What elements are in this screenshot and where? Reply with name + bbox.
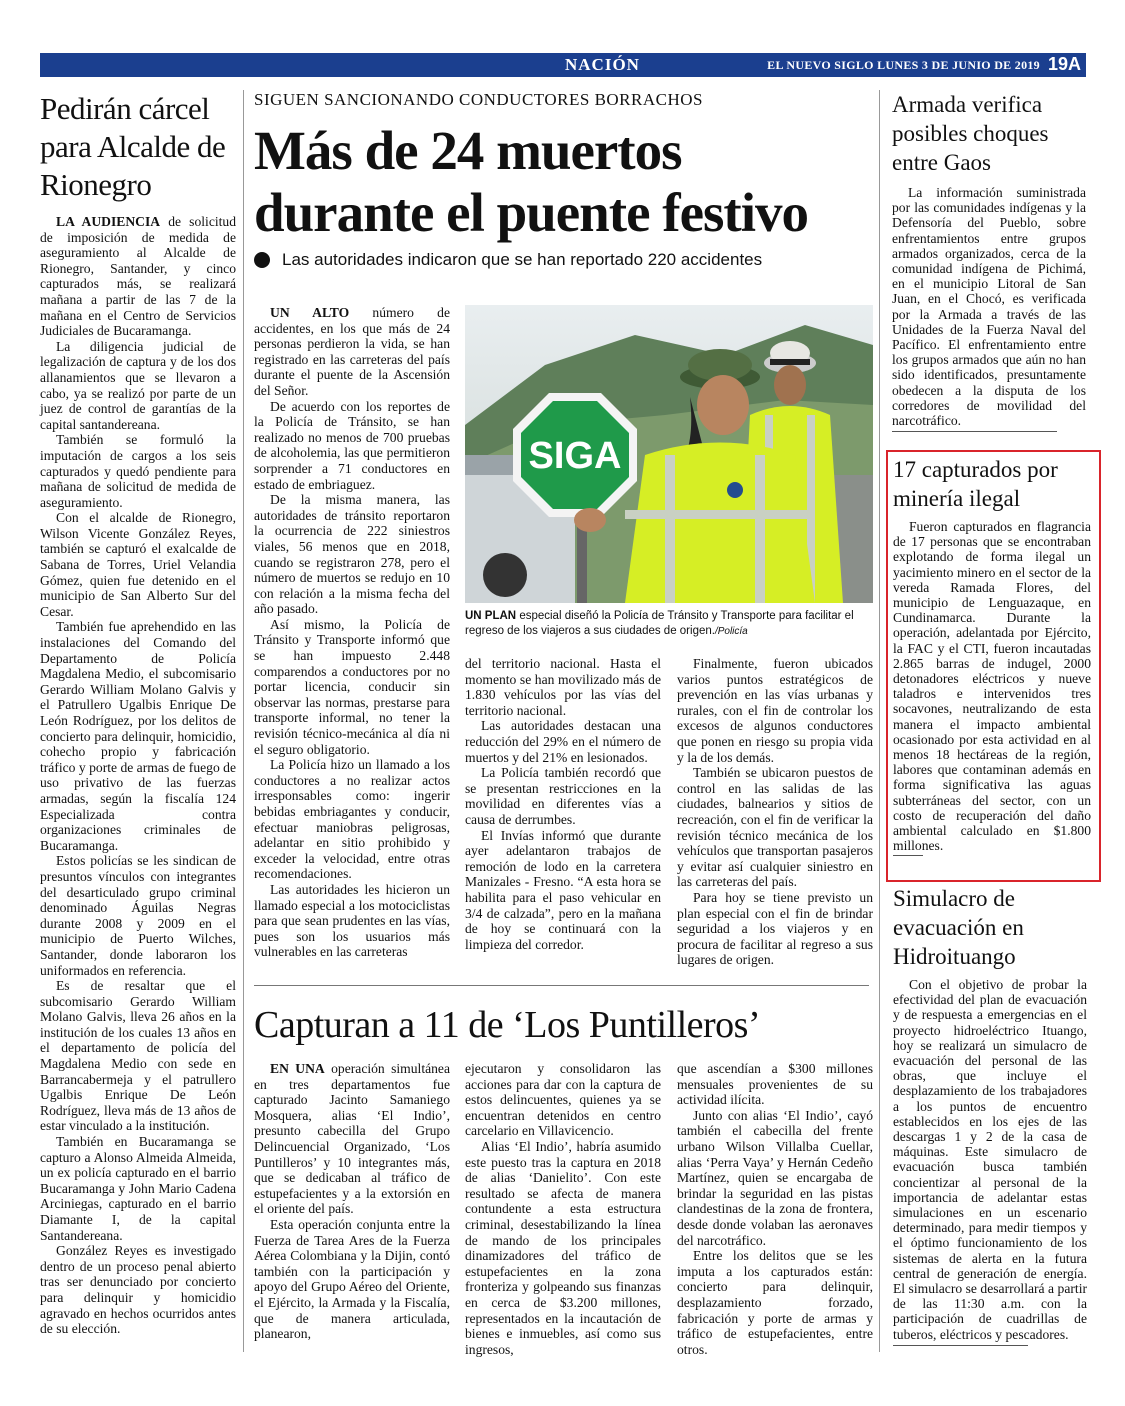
paragraph: También se ubicaron puestos de control en las salidas de las ciudades, balnearios y sitios de recreación, con el fin de verificar la revisión técnico mecánica de los vehículos que transportan pasajeros y evitar así cualquier siniestro en las carreteras del país.	[677, 765, 873, 890]
paragraph: Con el objetivo de probar la efectividad del plan de evacuación y de respuesta a emergencias en el proyecto hidroeléctrico Ituango, hoy se realizará un simulacro de evacuación del personal de las obras, que incluye el desplazamiento de los trabajadores a los puntos de encuentro establecidos en los ejes de las descargas 1 y 2 de la casa de máquinas. Este simulacro de evacuación busca también concientizar al personal de la importancia de adelantar estas simulaciones en un escenario determinado, para medir tiempos y el óptimo funcionamiento de los sistemas de alerta en la futura central de generación de energía. El simulacro se desarrollará a partir de las 11:30 a.m. con la participación de cuadrillas de tuberos, eléctricos y pescadores.	[893, 977, 1087, 1342]
main-story-subtitle-row	[254, 250, 869, 270]
paragraph: De la misma manera, las autoridades de tránsito reportaron la ocurrencia de 222 siniestros viales, 56 menos que en 2018, cuando se registraron 278, pero el número de muertos se redujo en 10 con relación a la misma fecha del año pasado.	[254, 492, 450, 617]
paragraph: ejecutaron y consolidaron las acciones para dar con la captura de estos delincuentes, quienes ya se encuentran detenidos en centro carcelario en Villavicencio.	[465, 1061, 661, 1139]
main-story-kicker: SIGUEN SANCIONANDO CONDUCTORES BORRACHOS	[254, 90, 703, 109]
paragraph: Junto con alias ‘El Indio’, cayó también el cabecilla del frente urbano Wilson Villalba Cuellar, alias ‘Perra Vaya’ y Hernán Cedeño Martínez, quien se encargaba de brindar la seguridad en las pistas clandestinas de la zona de frontera, desde donde volaban las aeronaves del narcotráfico.	[677, 1107, 873, 1248]
right-story-hidroituango	[893, 884, 1087, 1346]
paragraph: También se formuló la imputación de cargos a los seis capturados y quedó pendiente para mañana de solicitud de medida de aseguramiento.	[40, 432, 236, 510]
paragraph: Entre los delitos que se les imputa a los capturados están: concierto para delinquir, desplazamiento forzado, fabricación y porte de armas y tráfico de estupefacientes, entre otros.	[677, 1248, 873, 1357]
main-story-column-1: UN ALTO número de accidentes, en los que más de 24 personas perdieron la vida, se han registrado en las carreteras del país durante el puente de la Ascensión del Señor. De acuerdo con los reportes de la Policía de Tránsito, se han realizado no menos de 700 pruebas de alcoholemia, las que permitieron sorprender a 71 conductores en estado de embriaguez. De la misma manera, las autoridades de tránsito reportaron la ocurrencia de 222 siniestros viales, 56 menos que en 2018, cuando se registraron 278, pero el número de muertos se redujo en 10 con relación a la misma fecha del año pasado. Así mismo, la Policía de Tránsito y Transporte informó que se han impuesto 2.448 comparendos a conductores por no portar licencia, conducir sin observar las normas, prestarse para transporte informal, no tener la revisión técnico-mecánica al día ni el seguro obligatorio. La Policía hizo un llamado a los conductores a no realizar actos irresponsables como: ingerir bebidas embriagantes y conducir, efectuar maniobras peligrosas, adelantar en sitio prohibido y exceder la velocidad, entre otras recomendaciones. Las autoridades les hicieron un llamado especial a los motociclistas para que sean prudentes en las vías, pues son los usuarios más vulnerables en las carreteras	[254, 305, 450, 960]
main-story-photo	[465, 305, 873, 603]
main-story-subtitle: Las autoridades indicaron que se han reportado 220 accidentes	[282, 250, 763, 269]
paragraph: La diligencia judicial de legalización de captura y de los dos allanamientos que se llevaron a cabo, ya se realizó por parte de un juez de control de garantías de la capital santandereana.	[40, 338, 236, 432]
bottom-story-column-3	[677, 1061, 873, 1357]
main-story-lead: UN ALTO	[270, 305, 350, 320]
sign-text: SIGA	[528, 435, 622, 477]
left-story	[40, 90, 236, 1337]
paragraph: El Invías informó que durante ayer adelantaron trabajos de remoción de lodo en la carretera Manizales - Fresno. “A esta hora se habilita para el paso vehicular en 3/4 de calzada”, pero en la mañana de hoy se continuará con la limpieza del corredor.	[465, 827, 661, 952]
paragraph: Finalmente, fueron ubicados varios puntos estratégicos de prevención en las vías urbanas y rurales, con el fin de controlar los excesos de algunos conductores que ponen en riesgo su propia vida y la de los demás.	[677, 656, 873, 765]
bottom-story-title: Capturan a 11 de ‘Los Puntilleros’	[254, 1004, 761, 1046]
paragraph: Alias ‘El Indio’, habría asumido este puesto tras la captura en 2018 de alias ‘Danielito’. Con este resultado se afecta de manera contundente a esta estructura criminal, desestabilizando la línea de mando de los principales dinamizadores del tráfico de estupefacientes en la zona fronteriza y golpeando sus finanzas en cerca de $3.200 millones, representados en la incautación de bienes e inmuebles, así como sus ingresos,	[465, 1138, 661, 1357]
paragraph: Estos policías se les sindican de presuntos vínculos con integrantes del desarticulado grupo criminal denominado Águilas Negras durante 2008 y 2009 en el municipio de Puerto Wilches, Santander, donde laboraron los uniformados en referencia.	[40, 853, 236, 978]
left-story-body: LA AUDIENCIA de solicitud de imposición de medida de aseguramiento al Alcalde de Rionegro, Santander, y cinco capturados más, se realizará mañana a partir de las 7 de la mañana en el Centro de Servicios Judiciales de Bucaramanga. La diligencia judicial de legalización de captura y de los dos allanamientos que se llevaron a cabo, ya se realizó por parte de un juez de control de garantías de la capital santandereana. También se formuló la imputación de cargos a los seis capturados y quedó pendiente para mañana de solicitud de medida de aseguramiento. Con el alcalde de Rionegro, Wilson Vicente González Reyes, también se capturó el exalcalde de Sabana de Torres, Uriel Velandia Gómez, quien fue detenido en el municipio de San Alberto Sur del Cesar. También fue aprehendido en las instalaciones del Comando del Departamento de Policía Magdalena Medio, el subcomisario Gerardo William Molano Galvis y el Patrullero Ugalbis Enrique De León Rodríguez, por los delitos de concierto para delinquir, homicidio, cohecho propio y fabricación tráfico y porte de armas de fuego de uso privativo de las fuerzas armadas, según la fiscalía 124 Especializada contra organizaciones criminales de Bucaramanga. Estos policías se les sindican de presuntos vínculos con integrantes del desarticulado grupo criminal denominado Águilas Negras durante 2008 y 2009 en el municipio de Puerto Wilches, Santander, donde laboraron los uniformados en referencia. Es de resaltar que el subcomisario Gerardo William Molano Galvis, lleva 26 años en la institución de los cuales 13 años en el departamento de policía del Magdalena Medio con sede en Barrancabermeja y el patrullero Ugalbis Enrique De León Rodríguez, lleva más de 13 años de estar vinculado a la institución. También en Bucaramanga se capturo a Alonso Almeida Almeida, un ex policía capturado en el barrio Bucaramanga y John Mario Cadena Arciniegas, capturado en el barrio Diamante I, de la capital Santandereana. González Reyes es investigado dentro de un proceso penal abierto tras ser denunciado por concierto para delinquir y homicidio agravado en hechos ocurridos antes de su elección.	[40, 214, 236, 1337]
masthead-date: EL NUEVO SIGLO LUNES 3 DE JUNIO DE 2019	[767, 58, 1040, 72]
page-number: 19A	[1047, 54, 1081, 74]
paragraph: También fue aprehendido en las instalaciones del Comando del Departamento de Policía Magdalena Medio, el subcomisario Gerardo William Molano Galvis y el Patrullero Ugalbis Enrique De León Rodríguez, por los delitos de concierto para delinquir, homicidio, cohecho propio y fabricación tráfico y porte de armas de fuego de uso privativo de las fuerzas armadas, según la fiscalía 124 Especializada contra organizaciones criminales de Bucaramanga.	[40, 619, 236, 853]
photo-caption	[465, 609, 873, 639]
paragraph: Con el alcalde de Rionegro, Wilson Vicente González Reyes, también se capturó el exalcalde de Sabana de Torres, Uriel Velandia Gómez, quien fue detenido en el municipio de San Alberto Sur del Cesar.	[40, 510, 236, 619]
right-story-title: Simulacro de evacuación en Hidroituango	[893, 886, 1024, 969]
bottom-story-column-1: EN UNA operación simultánea en tres departamentos fue capturado Jacinto Samaniego Mosquera, alias ‘El Indio’, presunto cabecilla del Grupo Delincuencial Organizado, ‘Los Puntilleros’ y 10 integrantes más, que se dedicaban al tráfico de estupefacientes y a la extorsión en el oriente del país. Esta operación conjunta entre la Fuerza de Tarea Ares de la Fuerza Aérea Colombiana y la Dijin, contó también con la participación y apoyo del Grupo Aéreo del Oriente, el Ejército, la Armada y la Fiscalía, que de manera articulada, planearon,	[254, 1061, 451, 1342]
caption-lead: UN PLAN	[465, 610, 517, 622]
bullet-icon	[254, 252, 270, 268]
right-story-body	[893, 977, 1087, 1342]
story-divider	[254, 985, 869, 986]
section-name: NACIÓN	[565, 55, 640, 74]
story-end-rule	[893, 1345, 1028, 1346]
right-story-title: Armada verifica posibles choques entre Gaos	[892, 92, 1049, 175]
paragraph: También en Bucaramanga se capturo a Alonso Almeida Almeida, un ex policía capturado en el barrio Bucaramanga y John Mario Cadena Arciniegas, capturado en el barrio Diamante I, de la capital Santandereana.	[40, 1134, 236, 1243]
main-story-column-2	[465, 656, 661, 952]
section-banner	[40, 53, 1086, 77]
right-story-mineria	[893, 455, 1091, 856]
main-story-header	[254, 90, 869, 270]
caption-text: especial diseñó la Policía de Tránsito y Transporte para facilitar el regreso de los viajeros a sus ciudades de origen.	[465, 610, 854, 637]
bottom-story-column-2	[465, 1061, 661, 1357]
story-end-rule	[892, 431, 1057, 432]
paragraph: Para hoy se tiene previsto un plan especial con el fin de brindar seguridad a los viajeros y en procura de facilitar al regreso a sus lugares de origen.	[677, 889, 873, 968]
paragraph: que ascendían a $300 millones mensuales provenientes de su actividad ilícita.	[677, 1061, 873, 1108]
police-officer-photo	[465, 305, 873, 603]
photo-credit: /Policía	[714, 626, 748, 637]
bottom-story-lead: EN UNA	[270, 1061, 325, 1076]
paragraph: del territorio nacional. Hasta el momento se han movilizado más de 1.830 vehículos por las vías del territorio nacional.	[465, 656, 661, 718]
left-story-lead: LA AUDIENCIA	[56, 214, 161, 229]
right-story-armada	[892, 90, 1086, 432]
right-story-title: 17 capturados por minería ilegal	[893, 457, 1058, 511]
column-rule	[879, 90, 880, 1352]
right-story-body	[892, 185, 1086, 428]
column-rule	[243, 90, 244, 1352]
paragraph: La Policía también recordó que se presentan restricciones en la movilidad en diferentes vías a causa de derrumbes.	[465, 765, 661, 827]
paragraph: La información suministrada por las comunidades indígenas y la Defensoría del Pueblo, sobre enfrentamientos entre grupos armados organizados, cerca de la comunidad indígena de Pichimá, en el municipio Litoral de San Juan, en el Chocó, es verificada por la Armada a través de las Unidades de la Fuerza Naval del Pacífico. El enfrentamiento entre los grupos armados que aún no han sido identificados, presuntamente obedecen a la disputa de los corredores de movilidad del narcotráfico.	[892, 185, 1086, 429]
paragraph: Las autoridades destacan una reducción del 29% en el número de muertos y del 21% en lesionados.	[465, 718, 661, 765]
main-story-title: Más de 24 muertos durante el puente festivo	[254, 120, 808, 243]
paragraph: Esta operación conjunta entre la Fuerza de Tarea Ares de la Fuerza Aérea Colombiana y la Dijin, contó también con la participación y apoyo del Grupo Aéreo del Oriente, el Ejército, la Armada y la Fiscalía, que de manera articulada, planearon,	[254, 1216, 450, 1342]
paragraph: Así mismo, la Policía de Tránsito y Transporte informó que se han impuesto 2.448 comparendos a conductores por no portar licencia, conducir sin observar las normas, prestarse para transporte informal, no tener la revisión técnico-mecánica al día ni el seguro obligatorio.	[254, 616, 450, 757]
right-story-body	[893, 519, 1091, 853]
paragraph: Es de resaltar que el subcomisario Gerardo William Molano Galvis, lleva 26 años en la institución de los cuales 13 años en el departamento de policía del Magdalena Medio con sede en Barrancabermeja y el patrullero Ugalbis Enrique De León Rodríguez, lleva más de 13 años de estar vinculado a la institución.	[40, 978, 236, 1134]
paragraph: González Reyes es investigado dentro de un proceso penal abierto tras ser denunciado por concierto para delinquir y homicidio agravado en hechos ocurridos antes de su elección.	[40, 1243, 236, 1337]
left-story-title: Pedirán cárcel para Alcalde de Rionegro	[40, 91, 226, 202]
paragraph: Las autoridades les hicieron un llamado especial a los motociclistas para que sean prudentes en las vías, pues son los usuarios más vulnerables en las carreteras	[254, 881, 450, 960]
paragraph: La Policía hizo un llamado a los conductores a no realizar actos irresponsables como: ingerir bebidas embriagantes y conducir, efectuar maniobras peligrosas, adelantar en sitio prohibido y exceder la velocidad, entre otras recomendaciones.	[254, 757, 450, 882]
paragraph: De acuerdo con los reportes de la Policía de Tránsito, se han realizado no menos de 700 pruebas de alcoholemia, las que permitieron sorprender a 71 conductores en estado de embriaguez.	[254, 398, 450, 492]
main-story-column-3	[677, 656, 873, 968]
paragraph: Fueron capturados en flagrancia de 17 personas que se encontraban explotando de forma ilegal un yacimiento minero en el sector de la vereda Ramada Flores, del municipio de Lenguazaque, en Cundinamarca. Durante la operación, adelantada por Ejército, la FAC y el CTI, fueron incautadas 2.865 barras de indugel, 2000 detonadores eléctricos y nueve taladros e intervenidos tres socavones, neutralizando de esta manera el impacto ambiental ocasionado por esta actividad en al menos 18 hectáreas de la región, labores que contaminan además en forma significativa las aguas subterráneas del sector, con un costo de recuperación del daño ambiental calculado en $1.800 millones.	[893, 519, 1091, 854]
story-end-rule	[893, 855, 923, 856]
